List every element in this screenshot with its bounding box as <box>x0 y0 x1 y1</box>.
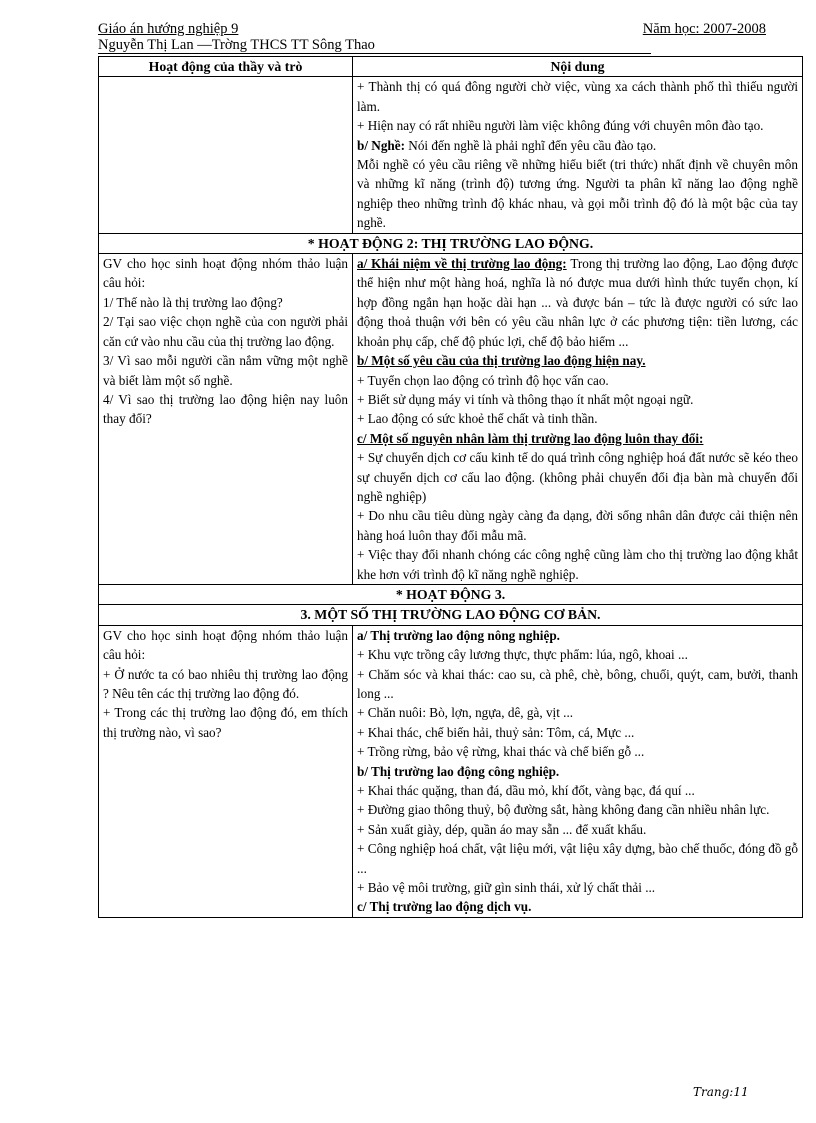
agri-item: + Chăn nuôi: Bò, lợn, ngựa, dê, gà, vịt ... <box>357 705 574 721</box>
question-line: + Ở nước ta có bao nhiêu thị trường lao động ? Nêu tên các thị trường lao động đó. <box>103 666 348 701</box>
agri-item: + Chăm sóc và khai thác: cao su, cà phê, chè, bông, chuối, quýt, cam, bưởi, thanh long ... <box>357 666 798 701</box>
agri-item: + Khai thác, chế biến hải, thuỷ sản: Tôm, cá, Mực ... <box>357 724 635 740</box>
cause-item: + Do nhu cầu tiêu dùng ngày càng đa dạng, đời sống nhân dân được cải thiện nên hàng hoá luôn thay đổi mẫu mã. <box>357 508 798 543</box>
requirement-item: + Lao động có sức khoẻ thể chất và tinh thần. <box>357 411 598 427</box>
industry-item: + Công nghiệp hoá chất, vật liệu mới, vật liệu xây dựng, bào chế thuốc, đóng đồ gỗ ... <box>357 841 798 876</box>
industry-item: + Đường giao thông thuỷ, bộ đường sắt, hàng không đang cần nhiều nhân lực. <box>357 802 770 818</box>
question-line: GV cho học sinh hoạt động nhóm thảo luận câu hỏi: <box>103 256 348 291</box>
header-school-year: Năm học: 2007-2008 <box>642 21 766 37</box>
concept-label: a/ Khái niệm về thị trường lao động: <box>357 256 567 272</box>
table-header-row <box>99 57 803 77</box>
question-line: 2/ Tại sao việc chọn nghề của con người phải căn cứ vào nhu cầu của thị trường lao động. <box>103 314 348 349</box>
header-line-2 <box>98 37 651 54</box>
row3-left <box>99 625 353 917</box>
requirements-title: b/ Một số yêu cầu của thị trường lao động hiện nay. <box>357 353 646 369</box>
row3-right <box>353 625 803 917</box>
lesson-table <box>98 56 803 918</box>
industry-item: + Sản xuất giày, dép, quần áo may sẵn ... để xuất khẩu. <box>357 821 647 837</box>
question-line: + Trong các thị trường lao động đó, em thích thị trường nào, vì sao? <box>103 705 348 740</box>
row2-left <box>99 254 353 585</box>
requirement-item: + Biết sử dụng máy vi tính và thông thạo ít nhất một ngoại ngữ. <box>357 391 694 407</box>
cause-item: + Việc thay đổi nhanh chóng các công nghệ cũng làm cho thị trường lao động khắt khe hơn với trình độ kĩ năng nghề nghiệp. <box>357 547 798 582</box>
page-number: Trang:11 <box>693 1085 749 1099</box>
section-row <box>99 584 803 604</box>
concept-text: Trong thị trường lao động, Lao động được thể hiện như một hàng hoá, nghĩa là nó được mua dưới hình thức tuyển chọn, kí hợp đồng ngắn hạn hoặc dài hạn ... và được bán – tức là được người có sức lao động thoả thuận với bên có yêu cầu nhân lực ở các phương tiện: tiền lương, các khoản phụ cấp, chế độ phúc lợi, chế độ bảo hiểm ... <box>357 256 798 349</box>
section-row <box>99 605 803 625</box>
question-line: 3/ Vì sao mỗi người cần nắm vững một nghề và biết làm một số nghề. <box>103 353 348 388</box>
industry-title: b/ Thị trường lao động công nghiệp. <box>357 763 560 779</box>
question-line: 4/ Vì sao thị trường lao động hiện nay luôn thay đổi? <box>103 391 348 427</box>
question-line: 1/ Thế nào là thị trường lao động? <box>103 294 283 310</box>
col-activities-header: Hoạt động của thầy và trò <box>99 57 353 77</box>
table-row <box>99 254 803 585</box>
section-row <box>99 233 803 253</box>
agri-item: + Khu vực trồng cây lương thực, thực phẩm: lúa, ngô, khoai ... <box>357 647 688 663</box>
row1-left <box>99 77 353 233</box>
table-row <box>99 77 803 233</box>
requirement-item: + Tuyển chọn lao động có trình độ học vấn cao. <box>357 372 609 388</box>
header-subject: Giáo án hướng nghiệp 9 <box>98 21 239 37</box>
agri-title: a/ Thị trường lao động nông nghiệp. <box>357 627 560 643</box>
nghe-paragraph <box>357 136 798 155</box>
section-heading-2: * HOẠT ĐỘNG 2: THỊ TRƯỜNG LAO ĐỘNG. <box>99 233 803 253</box>
question-line: GV cho học sinh hoạt động nhóm thảo luận câu hỏi: <box>103 627 348 663</box>
nghe-text: Nói đến nghề là phải nghĩ đến yêu cầu đào tạo. <box>405 137 657 153</box>
row2-right <box>353 254 803 585</box>
nghe-more: Mỗi nghề có yêu cầu riêng về những hiểu biết (tri thức) nhất định về chuyên môn và những kĩ năng (trình độ) tương ứng. Người ta phân kĩ năng lao động nghề nghiệp theo những trình độ khác nhau, và gọi mỗi trình độ đó là một bậc của tay nghề. <box>357 157 798 231</box>
table-row <box>99 625 803 917</box>
industry-item: + Bảo vệ môi trường, giữ gìn sinh thái, xử lý chất thải ... <box>357 880 656 896</box>
services-title: c/ Thị trường lao động dịch vụ. <box>357 899 532 915</box>
concept-paragraph <box>357 254 798 351</box>
nghe-label: b/ Nghề: <box>357 137 405 153</box>
causes-title: c/ Một số nguyên nhân làm thị trường lao động luôn thay đổi: <box>357 430 704 446</box>
row1-line: + Hiện nay có rất nhiều người làm việc không đúng với chuyên môn đào tạo. <box>357 118 764 134</box>
section-heading-3a: * HOẠT ĐỘNG 3. <box>99 584 803 604</box>
row1-line: + Thành thị có quá đông người chờ việc, vùng xa cách thành phố thì thiếu người làm. <box>357 79 798 114</box>
agri-item: + Trồng rừng, bảo vệ rừng, khai thác và chế biến gỗ ... <box>357 744 645 760</box>
section-heading-3b: 3. MỘT SỐ THỊ TRƯỜNG LAO ĐỘNG CƠ BẢN. <box>99 605 803 625</box>
header-line-1 <box>98 21 766 37</box>
header-author-school: Nguyễn Thị Lan —Trờng THCS TT Sông Thao <box>98 37 375 53</box>
col-content-header: Nội dung <box>353 57 803 77</box>
row1-right <box>353 77 803 233</box>
industry-item: + Khai thác quặng, than đá, dầu mỏ, khí đốt, vàng bạc, đá quí ... <box>357 783 695 799</box>
cause-item: + Sự chuyển dịch cơ cấu kinh tế do quá trình công nghiệp hoá đất nước sẽ kéo theo sự chuyển dịch cơ cấu lao động. (không phải chuyển đổi địa bàn mà chuyển đổi nghề nghiệp) <box>357 450 798 504</box>
